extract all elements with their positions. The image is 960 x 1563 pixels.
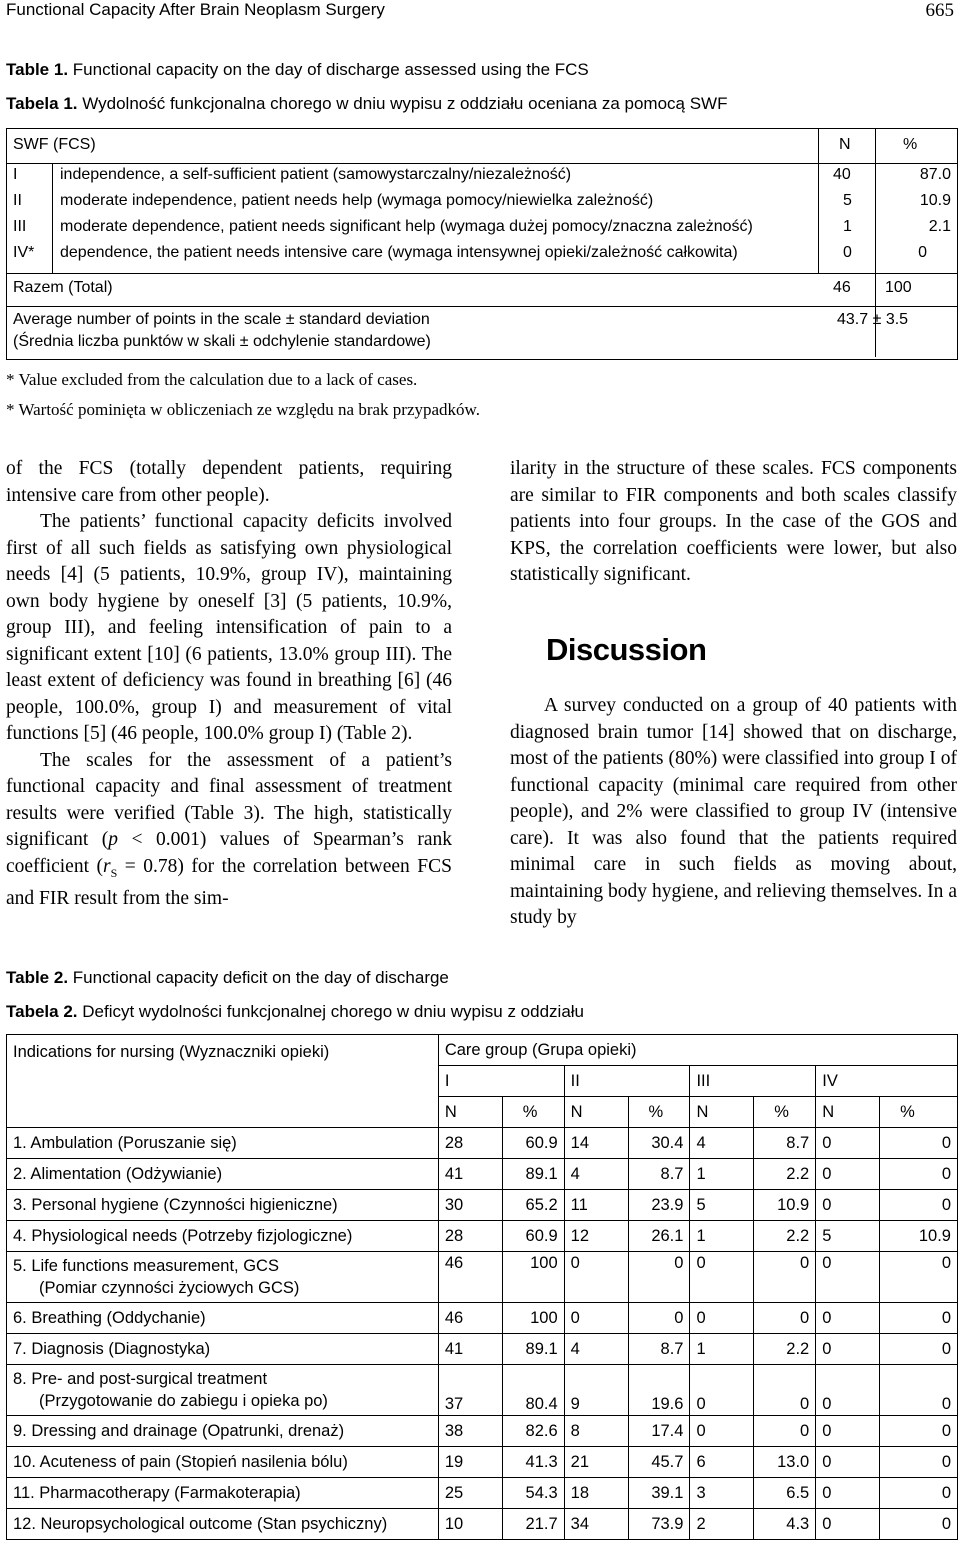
table1-row <box>7 218 957 244</box>
table1-caption-pl-text: Wydolność funkcjonalna chorego w dniu wypisu z oddziału oceniana za pomocą SWF <box>82 94 728 113</box>
table2-cell-pct: 19.6 <box>628 1365 690 1416</box>
table2-cell-n: 30 <box>438 1190 502 1221</box>
table2-header-care-group: Care group (Grupa opieki) <box>438 1035 957 1066</box>
table2-cell-pct: 65.2 <box>502 1190 564 1221</box>
table2-cell-pct: 10.9 <box>754 1190 816 1221</box>
table2-cell-pct: 8.7 <box>628 1159 690 1190</box>
table-row <box>7 1447 958 1478</box>
table2-cell-n: 9 <box>564 1365 628 1416</box>
discussion-body <box>510 693 957 932</box>
table2-caption-en-label: Table 2. <box>6 968 69 987</box>
table2-cell-n: 1 <box>690 1159 754 1190</box>
table-row <box>7 1365 958 1416</box>
table1-pct: 10.9 <box>919 192 951 209</box>
table2-cell-pct: 0 <box>880 1252 958 1303</box>
table1-footnote-pl: * Wartość pominięta w obliczeniach ze względu na brak przypadków. <box>6 400 480 419</box>
table2-group-label: III <box>690 1066 816 1097</box>
table2-indication <box>7 1159 439 1190</box>
table2-caption-en <box>6 968 449 988</box>
table2-cell-n: 11 <box>564 1190 628 1221</box>
table2-cell-pct: 0 <box>880 1365 958 1416</box>
table2-group-label: I <box>438 1066 564 1097</box>
table2-caption-pl-label: Tabela 2. <box>6 1002 78 1021</box>
table1-caption-pl <box>6 94 728 114</box>
running-title: Functional Capacity After Brain Neoplasm Surgery <box>6 0 385 19</box>
table2-cell-n: 34 <box>564 1509 628 1540</box>
table1-total-n: 46 <box>833 279 851 296</box>
table2-cell-n: 4 <box>564 1159 628 1190</box>
table2-cell-pct: 0 <box>880 1509 958 1540</box>
text-span: The scales for the assessment of a patient’s functional capacity and final assessment of treatment results were verified (Table 3). The high, statistically significant ( <box>6 749 452 850</box>
table2-indication-label: 12. Neuropsychological outcome (Stan psychiczny) <box>13 1514 388 1533</box>
table1-row <box>7 244 957 270</box>
table1-n: 5 <box>843 192 852 209</box>
paragraph: The patients’ functional capacity deficits involved first of all such fields as satisfying own physiological needs [4] (5 patients, 10.9%, group IV), maintaining own body hygiene by oneself [3] (5 patients, 10.9%, group III), and feeling intensification of pain to a significant extent [10] (6 patients, 13.0% group III). The least extent of deficiency was found in breathing [6] (46 people, 100.0%, group I) and measurement of vital functions [5] (46 people, 100.0% group I) (Table 2). <box>6 511 452 744</box>
table2-indication <box>7 1303 439 1334</box>
table2-cell-pct: 0 <box>880 1190 958 1221</box>
italic-p: p <box>108 829 119 850</box>
table2-cell-n: 19 <box>438 1447 502 1478</box>
table2-pct-label: % <box>502 1097 564 1128</box>
table2-caption-pl <box>6 1002 584 1022</box>
table2-cell-pct: 0 <box>880 1159 958 1190</box>
table1-caption-en <box>6 60 589 80</box>
table1-pct: 87.0 <box>919 166 951 183</box>
table1-header-n: N <box>839 136 851 153</box>
table2-cell-pct: 2.2 <box>754 1334 816 1365</box>
table2-cell-n: 0 <box>816 1447 880 1478</box>
table2-cell-n: 0 <box>816 1509 880 1540</box>
table2-n-label: N <box>816 1097 880 1128</box>
table2-cell-pct: 0 <box>754 1365 816 1416</box>
table2-cell-n: 0 <box>816 1334 880 1365</box>
table2-indication <box>7 1252 439 1303</box>
table2-cell-pct: 89.1 <box>502 1334 564 1365</box>
table2-cell-pct: 0 <box>880 1128 958 1159</box>
table2-group-label: II <box>564 1066 690 1097</box>
table2-cell-pct: 80.4 <box>502 1365 564 1416</box>
table2-cell-n: 3 <box>690 1478 754 1509</box>
table2-cell-n: 1 <box>690 1334 754 1365</box>
table2-indication <box>7 1478 439 1509</box>
table1-desc: moderate independence, patient needs help (wymaga pomocy/niewielka zależność) <box>60 192 654 209</box>
italic-r: r <box>103 855 111 877</box>
table2-indication <box>7 1416 439 1447</box>
table2-cell-n: 0 <box>816 1478 880 1509</box>
table-row <box>7 1334 958 1365</box>
table2-cell-n: 46 <box>438 1252 502 1303</box>
text-span: < 0.001) values of Spearman’s rank coefficient ( <box>6 829 452 877</box>
table2-cell-pct: 10.9 <box>880 1221 958 1252</box>
table2-cell-pct: 0 <box>628 1252 690 1303</box>
table2-cell-pct: 17.4 <box>628 1416 690 1447</box>
page-number: 665 <box>925 0 954 21</box>
table2-cell-pct: 4.3 <box>754 1509 816 1540</box>
table-row <box>7 1252 958 1303</box>
table2-indication-label: 11. Pharmacotherapy (Farmakoterapia) <box>13 1483 301 1502</box>
table2-cell-n: 5 <box>816 1221 880 1252</box>
table2-cell-n: 21 <box>564 1447 628 1478</box>
table2-caption-pl-text: Deficyt wydolności funkcjonalnej chorego w dniu wypisu z oddziału <box>82 1002 584 1021</box>
table2-cell-pct: 45.7 <box>628 1447 690 1478</box>
table2-cell-n: 0 <box>816 1252 880 1303</box>
table2-cell-pct: 0 <box>880 1334 958 1365</box>
text-span: = 0.78) for the correlation between FCS and FIR result from the sim- <box>6 855 452 909</box>
table1-n: 1 <box>843 218 852 235</box>
table2-cell-n: 0 <box>816 1159 880 1190</box>
table2-cell-n: 4 <box>690 1128 754 1159</box>
table2-cell-n: 0 <box>690 1252 754 1303</box>
table2-cell-n: 10 <box>438 1509 502 1540</box>
table2-caption-en-text: Functional capacity deficit on the day of discharge <box>72 968 449 987</box>
table1-header-scale: SWF (FCS) <box>13 136 96 153</box>
table2-body <box>7 1128 958 1540</box>
table1-group: II <box>13 192 22 209</box>
table2-indication-label: 7. Diagnosis (Diagnostyka) <box>13 1339 211 1358</box>
table2-cell-n: 46 <box>438 1303 502 1334</box>
table1-group: IV* <box>13 244 35 261</box>
table1-desc: dependence, the patient needs intensive care (wymaga intensywnej opieki/zależność całkowita) <box>60 244 738 261</box>
table2-indication-label: 6. Breathing (Oddychanie) <box>13 1308 206 1327</box>
table2-header-row <box>7 1035 958 1066</box>
table2-group-label: IV <box>816 1066 958 1097</box>
body-right-column <box>510 456 957 589</box>
section-heading-discussion: Discussion <box>546 632 707 667</box>
table2-cell-pct: 0 <box>880 1478 958 1509</box>
table1-average-label: Average number of points in the scale ± standard deviation <box>13 311 430 328</box>
table2-cell-pct: 30.4 <box>628 1128 690 1159</box>
table2-cell-pct: 13.0 <box>754 1447 816 1478</box>
table-row <box>7 1303 958 1334</box>
body-left-column <box>6 456 452 912</box>
table2-cell-n: 1 <box>690 1221 754 1252</box>
table2-cell-n: 6 <box>690 1447 754 1478</box>
paragraph: ilarity in the structure of these scales. FCS components are similar to FIR components and both scales classify patients into four groups. In the case of the GOS and KPS, the correlation coefficients were lower, but also statistically significant. <box>510 458 957 585</box>
table2-indication <box>7 1509 439 1540</box>
table1-group: I <box>13 166 18 183</box>
table2-cell-n: 0 <box>690 1416 754 1447</box>
table2-cell-n: 0 <box>816 1128 880 1159</box>
table2-cell-n: 41 <box>438 1334 502 1365</box>
table2-cell-n: 2 <box>690 1509 754 1540</box>
table1-average-label-pl: (Średnia liczba punktów w skali ± odchylenie standardowe) <box>13 333 431 350</box>
table2-cell-n: 0 <box>690 1303 754 1334</box>
table-row <box>7 1159 958 1190</box>
table2-cell-pct: 82.6 <box>502 1416 564 1447</box>
table2-cell-n: 5 <box>690 1190 754 1221</box>
table2-cell-pct: 8.7 <box>628 1334 690 1365</box>
table2-indication <box>7 1447 439 1478</box>
paragraph: A survey conducted on a group of 40 patients with diagnosed brain tumor [14] showed that on discharge, most of the patients (80%) were classified into group I of functional capacity (minimal care required from other people), and 2% were classified to group IV (intensive care). It was also found that the patients required minimal care in such fields as moving about, maintaining body hygiene, and relieving themselves. In a study by <box>510 695 957 928</box>
table1-row <box>7 166 957 192</box>
table2-cell-pct: 6.5 <box>754 1478 816 1509</box>
table-row <box>7 1190 958 1221</box>
table2-cell-pct: 2.2 <box>754 1221 816 1252</box>
table-row <box>7 1509 958 1540</box>
table2-cell-n: 18 <box>564 1478 628 1509</box>
table2-indication-label: 9. Dressing and drainage (Opatrunki, drenaż) <box>13 1421 345 1440</box>
table2-cell-n: 0 <box>564 1303 628 1334</box>
table2-n-label: N <box>438 1097 502 1128</box>
table2-indication-label: 2. Alimentation (Odżywianie) <box>13 1164 223 1183</box>
table2-header-indications: Indications for nursing (Wyznaczniki opieki) <box>7 1035 439 1128</box>
table2-cell-n: 0 <box>690 1365 754 1416</box>
table2-indication-label: 10. Acuteness of pain (Stopień nasilenia bólu) <box>13 1452 348 1471</box>
table1-desc: moderate dependence, patient needs significant help (wymaga dużej pomocy/znaczna zależność) <box>60 218 753 235</box>
paragraph <box>6 748 452 913</box>
table1-header-pct: % <box>903 136 918 153</box>
table2-cell-n: 37 <box>438 1365 502 1416</box>
table2-indication <box>7 1334 439 1365</box>
table-row <box>7 1221 958 1252</box>
table2-cell-pct: 2.2 <box>754 1159 816 1190</box>
table1-header-row <box>7 129 957 164</box>
table2-indication-label: 3. Personal hygiene (Czynności higieniczne) <box>13 1195 338 1214</box>
table2-cell-n: 0 <box>816 1190 880 1221</box>
table-row <box>7 1478 958 1509</box>
paragraph: of the FCS (totally dependent patients, requiring intensive care from other people). <box>6 458 452 506</box>
table2-cell-n: 8 <box>564 1416 628 1447</box>
table1-group: III <box>13 218 27 235</box>
table2-cell-n: 12 <box>564 1221 628 1252</box>
table2-indication <box>7 1365 439 1416</box>
table2-cell-pct: 100 <box>502 1303 564 1334</box>
table2-indication-label: 1. Ambulation (Poruszanie się) <box>13 1133 237 1152</box>
table2-cell-pct: 8.7 <box>754 1128 816 1159</box>
table2-cell-pct: 21.7 <box>502 1509 564 1540</box>
table2-cell-pct: 41.3 <box>502 1447 564 1478</box>
table2-cell-n: 28 <box>438 1221 502 1252</box>
table2-cell-n: 0 <box>816 1365 880 1416</box>
table2-cell-n: 0 <box>816 1416 880 1447</box>
table2-indication-label: 8. Pre- and post-surgical treatment <box>13 1370 268 1388</box>
table2-cell-pct: 39.1 <box>628 1478 690 1509</box>
table2-cell-n: 14 <box>564 1128 628 1159</box>
table-row <box>7 1416 958 1447</box>
table2-pct-label: % <box>880 1097 958 1128</box>
table2-cell-n: 41 <box>438 1159 502 1190</box>
table2-indication-label: 4. Physiological needs (Potrzeby fizjologiczne) <box>13 1226 353 1245</box>
table1-caption-en-text: Functional capacity on the day of discharge assessed using the FCS <box>72 60 589 79</box>
table2 <box>6 1034 958 1540</box>
table1-pct: 2.1 <box>928 218 951 235</box>
table1-total-row <box>7 273 957 307</box>
table2-cell-pct: 73.9 <box>628 1509 690 1540</box>
table2-cell-n: 4 <box>564 1334 628 1365</box>
table2-cell-n: 0 <box>564 1252 628 1303</box>
table1-n: 0 <box>843 244 852 261</box>
table2-indication <box>7 1128 439 1159</box>
table1-desc: independence, a self-sufficient patient (samowystarczalny/niezależność) <box>60 166 572 183</box>
table1-pct: 0 <box>918 244 927 261</box>
table2-n-label: N <box>690 1097 754 1128</box>
table2-pct-label: % <box>628 1097 690 1128</box>
table1-total-pct: 100 <box>885 279 912 296</box>
table2-indication <box>7 1190 439 1221</box>
table2-cell-pct: 0 <box>754 1416 816 1447</box>
table2-cell-pct: 0 <box>628 1303 690 1334</box>
table2-cell-pct: 100 <box>502 1252 564 1303</box>
table2-cell-pct: 0 <box>880 1416 958 1447</box>
table2-cell-n: 25 <box>438 1478 502 1509</box>
table2-cell-pct: 23.9 <box>628 1190 690 1221</box>
table1-row <box>7 192 957 218</box>
table1-caption-en-label: Table 1. <box>6 60 69 79</box>
table2-pct-label: % <box>754 1097 816 1128</box>
table1 <box>6 128 958 360</box>
table2-cell-pct: 0 <box>880 1447 958 1478</box>
table2-cell-n: 0 <box>816 1303 880 1334</box>
table-row <box>7 1128 958 1159</box>
table1-total-label: Razem (Total) <box>13 279 113 296</box>
table2-cell-pct: 60.9 <box>502 1221 564 1252</box>
table2-cell-n: 28 <box>438 1128 502 1159</box>
table2-indication-label-pl: (Pomiar czynności życiowych GCS) <box>39 1279 300 1297</box>
table2-indication <box>7 1221 439 1252</box>
subscript-s: S <box>110 865 118 880</box>
table2-cell-n: 38 <box>438 1416 502 1447</box>
table2-n-label: N <box>564 1097 628 1128</box>
table2-indication-label-pl: (Przygotowanie do zabiegu i opieka po) <box>39 1392 328 1410</box>
table1-caption-pl-label: Tabela 1. <box>6 94 78 113</box>
table1-footnote-en: * Value excluded from the calculation due to a lack of cases. <box>6 370 418 389</box>
table1-average-row <box>7 305 957 357</box>
table1-n: 40 <box>833 166 851 183</box>
table2-cell-pct: 26.1 <box>628 1221 690 1252</box>
table2-cell-pct: 0 <box>754 1303 816 1334</box>
table2-indication-label: 5. Life functions measurement, GCS <box>13 1257 279 1275</box>
table2-cell-pct: 89.1 <box>502 1159 564 1190</box>
table2-cell-pct: 54.3 <box>502 1478 564 1509</box>
table2-cell-pct: 0 <box>754 1252 816 1303</box>
table2-cell-pct: 60.9 <box>502 1128 564 1159</box>
table2-cell-pct: 0 <box>880 1303 958 1334</box>
table1-average-value: 43.7 ± 3.5 <box>837 311 909 328</box>
